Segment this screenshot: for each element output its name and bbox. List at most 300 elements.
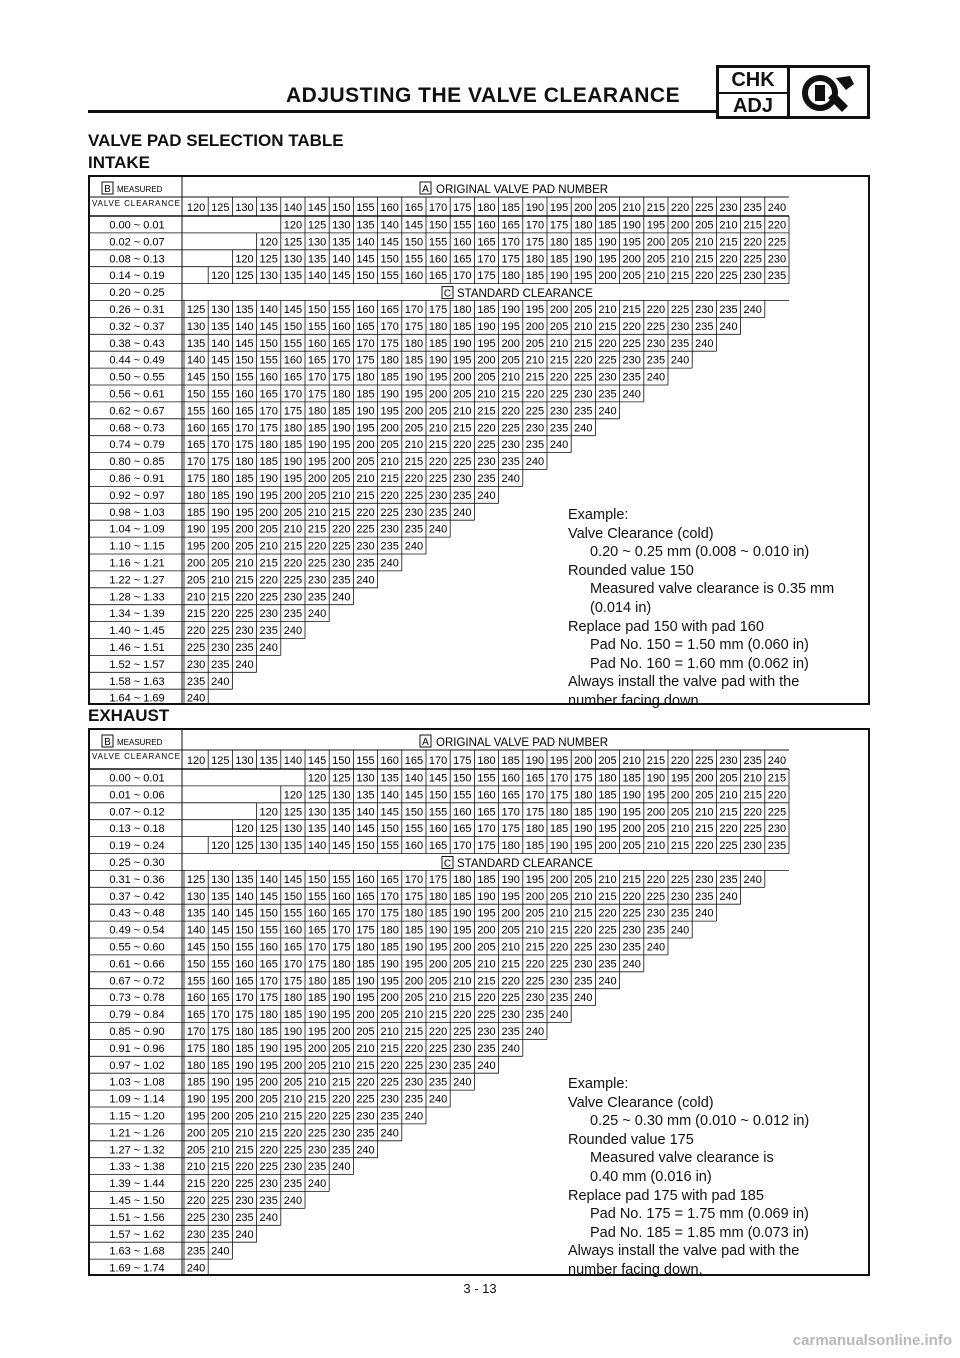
pad-number-header: 205 [598,202,617,214]
clearance-range: 0.38 ~ 0.43 [109,337,165,350]
new-pad-number: 235 [501,1026,520,1038]
new-pad-number: 240 [501,473,520,485]
new-pad-number: 190 [380,958,399,971]
new-pad-number: 185 [259,456,278,469]
new-pad-number: 185 [404,924,424,937]
new-pad-number: 190 [477,320,496,333]
new-pad-number: 240 [670,924,690,937]
new-pad-number: 155 [453,219,472,232]
new-pad-number: 220 [719,823,738,836]
new-pad-number: 205 [501,924,520,937]
example-line: Replace pad 175 with pad 185 [568,1187,764,1204]
new-pad-number: 200 [211,1110,230,1123]
new-pad-number: 180 [259,439,278,452]
new-pad-number: 165 [259,388,278,401]
new-pad-number: 180 [598,772,617,785]
clearance-range: 1.22 ~ 1.27 [109,574,165,587]
new-pad-number: 210 [332,1059,351,1072]
new-pad-number: 140 [332,253,351,266]
pad-number-header: 170 [428,755,448,767]
new-pad-number: 175 [211,456,230,469]
new-pad-number: 145 [211,354,230,367]
new-pad-number: 195 [259,1059,278,1072]
new-pad-number: 235 [211,658,230,671]
new-pad-number: 220 [283,1127,303,1140]
new-pad-number: 240 [307,608,327,621]
example-line: Pad No. 150 = 1.50 mm (0.060 in) [590,637,809,654]
new-pad-number: 240 [259,642,278,654]
new-pad-number: 185 [211,489,230,502]
pad-number-header: 125 [211,202,230,214]
new-pad-number: 235 [428,506,448,519]
new-pad-number: 215 [186,1178,206,1191]
new-pad-number: 170 [525,219,545,232]
clearance-range: 0.61 ~ 0.66 [109,958,165,971]
new-pad-number: 190 [356,975,375,988]
new-pad-number: 140 [307,270,327,283]
new-pad-number: 155 [428,236,448,249]
intake-example [568,506,834,711]
new-pad-number: 195 [525,304,545,316]
new-pad-number: 180 [549,806,569,819]
pad-number-header: 135 [259,202,278,214]
example-line: 0.25 ~ 0.30 mm (0.010 ~ 0.012 in) [590,1113,810,1130]
new-pad-number: 145 [404,219,424,232]
new-pad-number: 225 [428,1042,448,1055]
new-pad-number: 230 [477,1026,496,1038]
clearance-range: 0.43 ~ 0.48 [109,907,165,920]
new-pad-number: 130 [211,304,230,316]
new-pad-number: 225 [259,591,278,604]
new-pad-number: 165 [186,1009,206,1022]
new-pad-number: 200 [428,958,448,971]
new-pad-number: 140 [380,789,399,802]
new-pad-number: 180 [501,840,520,853]
new-pad-number: 155 [380,840,399,853]
new-pad-number: 220 [598,337,617,350]
new-pad-number: 220 [525,958,545,971]
new-pad-number: 130 [332,789,351,802]
new-pad-number: 130 [211,873,230,886]
pad-number-header: 155 [356,755,375,767]
new-pad-number: 205 [453,388,472,401]
clearance-range: 0.00 ~ 0.01 [109,772,165,785]
new-pad-number: 225 [525,405,545,418]
new-pad-number: 170 [501,806,520,819]
new-pad-number: 215 [332,1076,351,1089]
example-line: Replace pad 150 with pad 160 [568,618,764,635]
new-pad-number: 235 [235,1211,254,1224]
new-pad-number: 215 [428,439,448,452]
new-pad-number: 205 [307,489,327,502]
new-pad-number: 230 [477,456,496,469]
new-pad-number: 205 [356,456,375,469]
new-pad-number: 205 [525,337,545,350]
new-pad-number: 210 [283,1093,303,1106]
new-pad-number: 185 [186,506,206,519]
new-pad-number: 200 [695,772,714,785]
new-pad-number: 180 [380,924,399,937]
pad-number-header: 120 [186,755,206,767]
new-pad-number: 230 [259,608,278,621]
new-pad-number: 205 [428,975,448,988]
new-pad-number: 180 [549,236,569,249]
new-pad-number: 225 [501,992,520,1005]
pad-number-header: 165 [404,202,424,214]
new-pad-number: 185 [332,405,351,418]
new-pad-number: 240 [380,557,399,570]
new-pad-number: 165 [283,941,303,954]
wrench-icon-box [790,65,870,119]
new-pad-number: 240 [549,439,569,452]
new-pad-number: 155 [211,958,230,971]
new-pad-number: 240 [695,907,714,920]
new-pad-number: 235 [549,422,569,435]
new-pad-number: 180 [332,388,351,401]
new-pad-number: 210 [404,439,424,452]
new-pad-number: 230 [695,304,714,316]
new-pad-number: 200 [501,337,520,350]
new-pad-number: 185 [453,890,472,903]
new-pad-number: 170 [477,253,496,266]
watermark: carmanualsonline.info [792,1332,952,1349]
new-pad-number: 230 [307,574,327,587]
new-pad-number: 235 [186,1245,206,1258]
new-pad-number: 135 [211,890,230,903]
example-line: Valve Clearance (cold) [568,525,714,542]
new-pad-number: 150 [307,873,327,886]
new-pad-number: 220 [501,405,520,418]
new-pad-number: 175 [549,789,569,802]
new-pad-number: 140 [356,806,375,819]
new-pad-number: 215 [622,304,641,316]
new-pad-number: 235 [767,840,787,853]
new-pad-number: 230 [259,1178,278,1191]
clearance-range: 1.58 ~ 1.63 [109,675,165,688]
new-pad-number: 220 [574,354,593,367]
new-pad-number: 195 [235,1076,254,1089]
new-pad-number: 230 [404,506,424,519]
new-pad-number: 125 [186,304,206,316]
new-pad-number: 225 [670,873,690,886]
clearance-range: 0.56 ~ 0.61 [109,388,165,401]
new-pad-number: 180 [356,371,375,384]
new-pad-number: 165 [428,270,448,283]
new-pad-number: 210 [525,354,545,367]
new-pad-number: 215 [549,354,569,367]
new-pad-number: 190 [428,924,448,937]
new-pad-number: 240 [646,941,666,954]
new-pad-number: 225 [670,304,690,316]
pad-number-header: 215 [646,755,666,767]
new-pad-number: 130 [283,823,303,836]
new-pad-number: 130 [307,806,327,819]
new-pad-number: 240 [598,405,617,418]
new-pad-number: 145 [428,772,448,785]
new-pad-number: 230 [574,388,593,401]
new-pad-number: 220 [211,608,230,621]
new-pad-number: 160 [307,337,327,350]
example-line: Rounded value 175 [568,1131,694,1148]
pad-number-header: 240 [767,755,787,767]
new-pad-number: 145 [332,270,351,283]
new-pad-number: 165 [307,354,327,367]
new-pad-number: 185 [477,304,496,316]
new-pad-number: 215 [356,1059,375,1072]
new-pad-number: 230 [404,1076,424,1089]
new-pad-number: 155 [404,253,424,266]
new-pad-number: 160 [259,941,278,954]
new-pad-number: 215 [235,1144,254,1157]
new-pad-number: 165 [235,405,254,418]
new-pad-number: 190 [332,422,351,435]
clearance-range: 1.45 ~ 1.50 [109,1195,165,1207]
new-pad-number: 170 [307,941,327,954]
clearance-range: 1.09 ~ 1.14 [109,1093,165,1106]
new-pad-number: 215 [477,405,496,418]
new-pad-number: 210 [574,890,593,903]
new-pad-number: 180 [307,405,327,418]
new-pad-number: 240 [477,489,496,502]
new-pad-number: 235 [356,557,375,570]
new-pad-number: 165 [332,337,351,350]
new-pad-number: 140 [235,320,254,333]
new-pad-number: 200 [622,823,641,836]
new-pad-number: 160 [501,772,520,785]
pad-number-header: 145 [307,202,327,214]
new-pad-number: 225 [622,907,641,920]
new-pad-number: 170 [356,337,375,350]
new-pad-number: 220 [404,473,424,485]
new-pad-number: 185 [453,320,472,333]
new-pad-number: 200 [646,806,666,819]
new-pad-number: 240 [211,675,230,688]
new-pad-number: 205 [259,1093,278,1106]
new-pad-number: 240 [404,1110,424,1123]
new-pad-number: 205 [477,941,496,954]
new-pad-number: 235 [670,907,690,920]
new-pad-number: 200 [259,506,278,519]
new-pad-number: 230 [428,489,448,502]
new-pad-number: 205 [404,422,424,435]
new-pad-number: 180 [501,270,520,283]
badge-divider [719,92,787,94]
new-pad-number: 240 [743,304,762,316]
new-pad-number: 225 [453,456,472,469]
new-pad-number: 185 [549,253,569,266]
new-pad-number: 215 [549,924,569,937]
new-pad-number: 155 [211,388,230,401]
new-pad-number: 220 [767,789,787,802]
new-pad-number: 200 [646,236,666,249]
new-pad-number: 170 [211,439,230,452]
new-pad-number: 215 [743,789,762,802]
new-pad-number: 220 [404,1042,424,1055]
clearance-range: 0.91 ~ 0.96 [109,1042,165,1055]
page-number: 3 - 13 [463,1281,497,1296]
new-pad-number: 145 [356,823,375,836]
pad-number-header: 225 [695,755,714,767]
new-pad-number: 205 [646,823,666,836]
new-pad-number: 150 [356,270,375,283]
new-pad-number: 155 [259,354,278,367]
pad-number-header: 140 [283,202,303,214]
pad-number-header: 200 [574,755,593,767]
example-line: (0.014 in) [590,599,652,616]
new-pad-number: 135 [235,873,254,886]
pad-number-header: 190 [525,755,545,767]
new-pad-number: 210 [307,506,327,519]
new-pad-number: 175 [428,873,448,886]
new-pad-number: 240 [259,1211,278,1224]
new-pad-number: 150 [211,941,230,954]
new-pad-number: 145 [283,304,303,316]
exhaust-title: EXHAUST [88,706,170,725]
new-pad-number: 175 [332,371,351,384]
new-pad-number: 195 [404,388,424,401]
new-pad-number: 155 [380,270,399,283]
new-pad-number: 215 [501,388,520,401]
new-pad-number: 170 [380,890,399,903]
new-pad-number: 210 [380,456,399,469]
new-pad-number: 155 [283,907,303,920]
new-pad-number: 240 [646,371,666,384]
new-pad-number: 240 [622,388,641,401]
new-pad-number: 170 [453,840,472,853]
new-pad-number: 165 [307,924,327,937]
clearance-range: 0.07 ~ 0.12 [109,806,165,819]
new-pad-number: 220 [307,540,327,553]
new-pad-number: 175 [549,219,569,232]
new-pad-number: 150 [380,823,399,836]
example-line: Pad No. 175 = 1.75 mm (0.069 in) [590,1206,809,1223]
badge-top-text: CHK [731,69,775,91]
new-pad-number: 200 [211,540,230,553]
new-pad-number: 195 [404,958,424,971]
new-pad-number: 125 [332,772,351,785]
new-pad-number: 190 [428,354,448,367]
new-pad-number: 220 [428,1026,448,1038]
new-pad-number: 215 [283,540,303,553]
new-pad-number: 195 [283,473,303,485]
new-pad-number: 190 [283,1026,303,1038]
new-pad-number: 205 [622,270,641,283]
new-pad-number: 185 [574,806,593,819]
example-line: number facing down. [568,692,703,709]
new-pad-number: 140 [380,219,399,232]
new-pad-number: 200 [525,320,545,333]
new-pad-number: 210 [332,489,351,502]
new-pad-number: 220 [259,574,278,587]
clearance-range: 0.67 ~ 0.72 [109,975,165,988]
clearance-range: 0.80 ~ 0.85 [109,456,165,469]
new-pad-number: 195 [332,1009,351,1022]
new-pad-number: 230 [235,1195,254,1207]
new-pad-number: 210 [695,236,714,249]
new-pad-number: 230 [525,992,545,1005]
new-pad-number: 190 [501,873,520,886]
new-pad-number: 155 [404,823,424,836]
pad-number-header: 160 [380,202,399,214]
new-pad-number: 185 [211,1059,230,1072]
new-pad-number: 235 [549,992,569,1005]
new-pad-number: 135 [283,840,303,853]
new-pad-number: 165 [356,320,375,333]
clearance-range: 0.00 ~ 0.01 [109,219,165,232]
new-pad-number: 205 [670,236,690,249]
new-pad-number: 155 [307,890,327,903]
new-pad-number: 215 [404,456,424,469]
pad-number-header: 180 [477,755,496,767]
new-pad-number: 180 [211,1042,230,1055]
new-pad-number: 230 [501,439,520,452]
new-pad-number: 155 [477,772,496,785]
new-pad-number: 170 [525,789,545,802]
new-pad-number: 225 [380,1076,399,1089]
clearance-range: 1.69 ~ 1.74 [109,1262,165,1274]
new-pad-number: 150 [235,354,254,367]
new-pad-number: 220 [743,806,762,819]
new-pad-number: 180 [235,1026,254,1038]
new-pad-number: 140 [235,890,254,903]
new-pad-number: 215 [332,506,351,519]
clearance-range: 0.55 ~ 0.60 [109,941,165,954]
standard-clearance-label: STANDARD CLEARANCE [457,858,593,870]
new-pad-number: 215 [428,1009,448,1022]
new-pad-number: 205 [453,958,472,971]
new-pad-number: 135 [380,772,399,785]
new-pad-number: 150 [428,219,448,232]
new-pad-number: 200 [670,789,690,802]
clearance-range: 0.74 ~ 0.79 [109,439,165,452]
new-pad-number: 135 [186,337,206,350]
new-pad-number: 210 [598,304,617,316]
new-pad-number: 150 [235,924,254,937]
new-pad-number: 180 [525,823,545,836]
new-pad-number: 235 [453,1059,472,1072]
new-pad-number: 170 [404,304,424,316]
new-pad-number: 220 [477,422,496,435]
new-pad-number: 160 [453,236,472,249]
new-pad-number: 195 [428,371,448,384]
new-pad-number: 225 [622,337,641,350]
new-pad-number: 195 [453,924,472,937]
new-pad-number: 225 [428,473,448,485]
new-pad-number: 205 [356,1026,375,1038]
intake-table-panel [88,175,870,709]
new-pad-number: 175 [307,958,327,971]
new-pad-number: 220 [453,439,472,452]
new-pad-number: 160 [428,823,448,836]
new-pad-number: 165 [259,958,278,971]
label-b: B [104,184,111,195]
new-pad-number: 225 [453,1026,472,1038]
new-pad-number: 125 [259,823,278,836]
new-pad-number: 230 [525,422,545,435]
example-line: 0.20 ~ 0.25 mm (0.008 ~ 0.010 in) [590,544,810,561]
new-pad-number: 135 [356,789,375,802]
pad-number-header: 150 [332,202,351,214]
new-pad-number: 210 [501,941,520,954]
new-pad-number: 180 [186,1059,206,1072]
new-pad-number: 200 [477,924,496,937]
new-pad-number: 120 [283,219,303,232]
new-pad-number: 170 [307,371,327,384]
new-pad-number: 190 [501,304,520,316]
valve-clearance-label: VALVE CLEARANCE [92,199,180,208]
new-pad-number: 180 [428,890,448,903]
new-pad-number: 210 [743,772,762,785]
